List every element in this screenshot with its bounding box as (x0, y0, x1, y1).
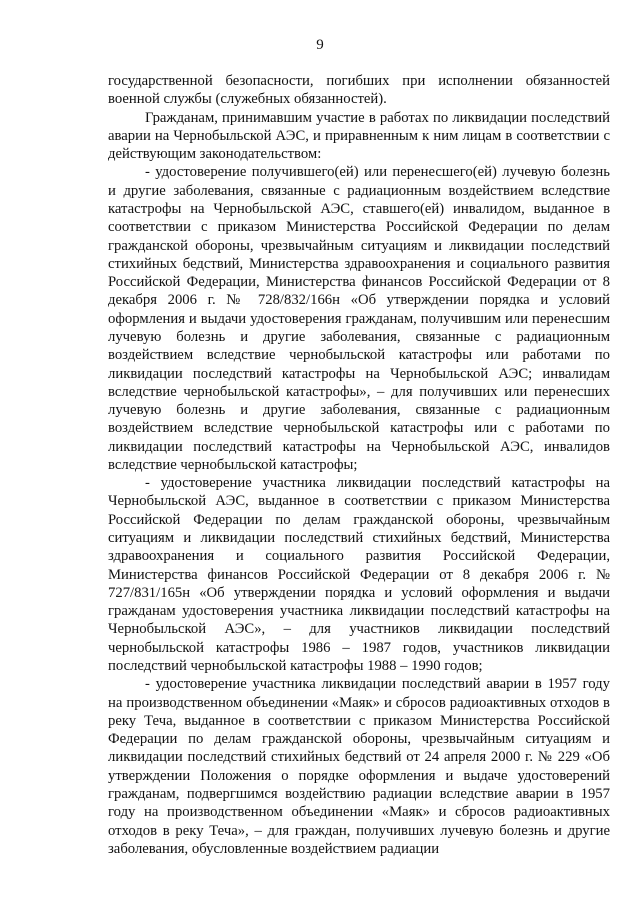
paragraph-radiation-sickness-certificate: - удостоверение получившего(ей) или перенесшего(ей) лучевую болезнь и другие заболевания, связанные с радиационным воздействием вследствие катастрофы на Чернобыльской АЭС, ставшего(ей) инвалидом, выданное в соответствии с приказом Министерства Российской Федерации по делам гражданской обороны, чрезвычайным ситуациям и ликвидации последствий стихийных бедствий, Министерства здравоохранения и социального развития Российской Федерации, Министерства финансов Российской Федерации от 8 декабря 2006 г. № 728/832/166н «Об утверждении порядка и условий оформления и выдачи удостоверения гражданам, получившим или перенесшим лучевую болезнь и другие заболевания, связанные с радиационным воздействием вследствие чернобыльской катастрофы или работами по ликвидации последствий катастрофы на Чернобыльской АЭС; инвалидам вследствие чернобыльской катастрофы», – для получивших или перенесших лучевую болезнь и другие заболевания, связанные с радиационным воздействием вследствие чернобыльской катастрофы или с работами по ликвидации последствий катастрофы на Чернобыльской АЭС, инвалидов вследствие чернобыльской катастрофы; (108, 164, 610, 473)
paragraph-chernobyl-intro: Гражданам, принимавшим участие в работах по ликвидации последствий аварии на Чернобыльской АЭС, и приравненным к ним лицам в соответствии с действующим законодательством: (108, 109, 610, 163)
document-body (108, 72, 610, 858)
page-number: 9 (316, 37, 324, 53)
paragraph-mayak-certificate: - удостоверение участника ликвидации последствий аварии в 1957 году на производственном объединении «Маяк» и сбросов радиоактивных отходов в реку Теча, выданное в соответствии с приказом Министерства Российской Федерации по делам гражданской обороны, чрезвычайным ситуациям и ликвидации последствий стихийных бедствий от 24 апреля 2000 г. № 229 «Об утверждении Положения о порядке оформления и выдаче удостоверений гражданам, подвергшимся воздействию радиации вследствие аварии в 1957 году на производственном объединении «Маяк» и сбросов радиоактивных отходов в реку Теча», – для граждан, получивших лучевую болезнь и другие заболевания, обусловленные воздействием радиации (108, 676, 610, 857)
paragraph-continuation: государственной безопасности, погибших при исполнении обязанностей военной службы (служебных обязанностей). (108, 73, 610, 108)
paragraph-liquidator-certificate: - удостоверение участника ликвидации последствий катастрофы на Чернобыльской АЭС, выданное в соответствии с приказом Министерства Российской Федерации по делам гражданской обороны, чрезвычайным ситуациям и ликвидации последствий стихийных бедствий, Министерства здравоохранения и социального развития Российской Федерации, Министерства финансов Российской Федерации от 8 декабря 2006 г. № 727/831/165н «Об утверждении порядка и условий оформления и выдачи гражданам удостоверения участника ликвидации последствий катастрофы на Чернобыльской АЭС», – для участников ликвидации последствий чернобыльской катастрофы 1986 – 1987 годов, участников ликвидации последствий чернобыльской катастрофы 1988 – 1990 годов; (108, 475, 610, 674)
